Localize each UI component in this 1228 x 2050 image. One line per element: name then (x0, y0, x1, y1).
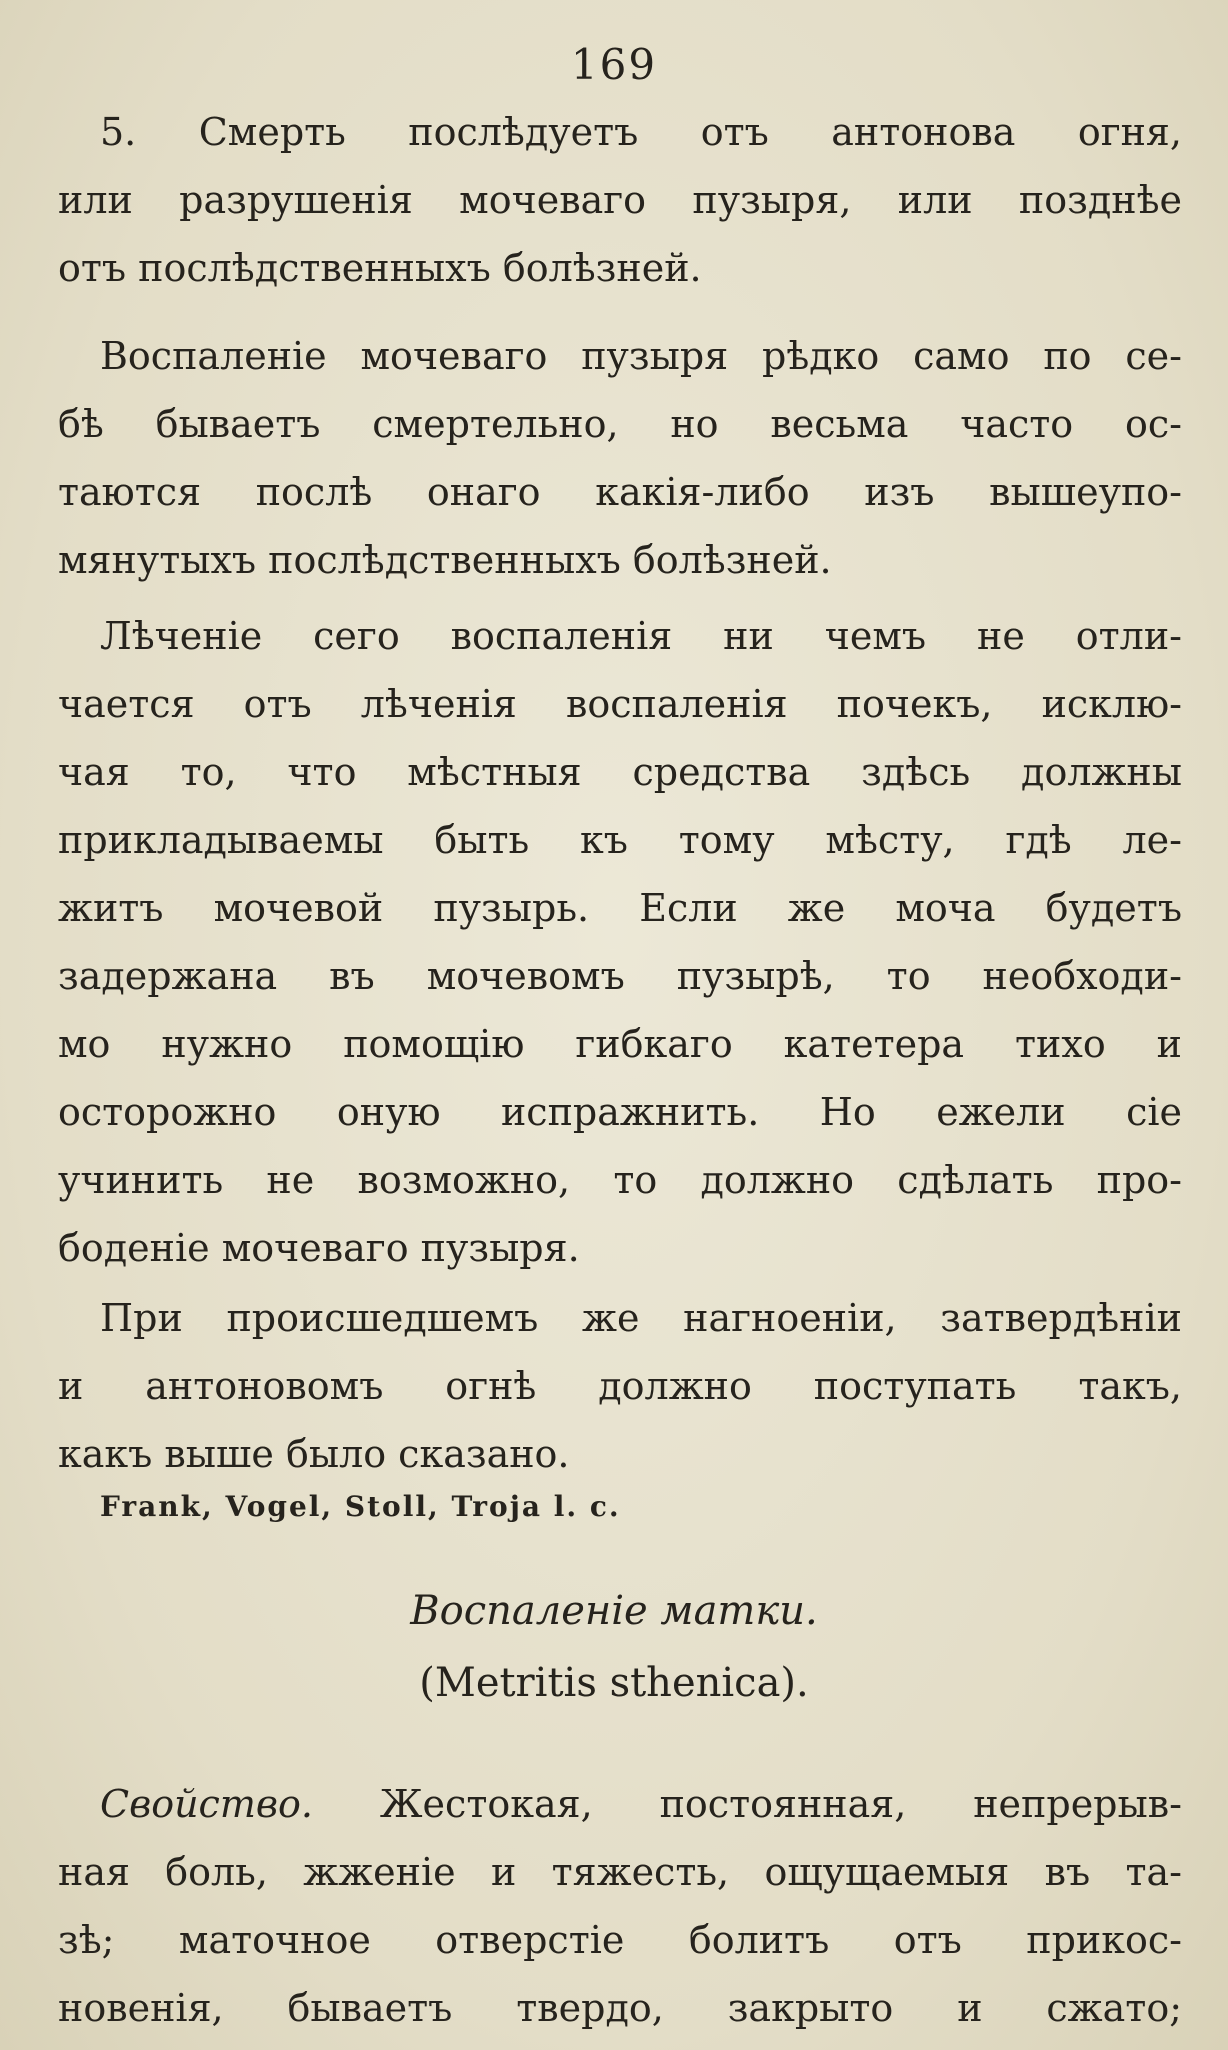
text-line (58, 1770, 1182, 1838)
text-line: какъ выше было сказано. (58, 1432, 570, 1476)
paragraph-2 (58, 322, 1182, 594)
text-line: Воспаленіе мочеваго пузыря рѣдко само по се- (100, 334, 1182, 378)
text-line: задержана въ мочевомъ пузырѣ, то необходи- (58, 954, 1182, 998)
page-number: 169 (570, 40, 658, 89)
text-line: При происшедшемъ же нагноеніи, затвердѣніи (100, 1296, 1182, 1340)
lead-term: Свойство. (100, 1782, 313, 1826)
section-title: Воспаленіе матки. (410, 1588, 818, 1634)
paragraph-5 (58, 1770, 1182, 2042)
text-line: таются послѣ онаго какія-либо изъ вышеупо- (58, 470, 1182, 514)
text-line: учинить не возможно, то должно сдѣлать про- (58, 1158, 1182, 1202)
text-line: и антоновомъ огнѣ должно поступать такъ, (58, 1364, 1182, 1408)
text-line: или разрушенія мочеваго пузыря, или позднѣе (58, 178, 1182, 222)
text-line: 5. Смерть послѣдуетъ отъ антонова огня, (100, 110, 1182, 154)
text-line: ная боль, жженіе и тяжесть, ощущаемыя въ та- (58, 1850, 1182, 1894)
text-line: чается отъ лѣченія воспаленія почекъ, исклю- (58, 682, 1182, 726)
paragraph-1 (58, 98, 1182, 302)
text-line: прикладываемы быть къ тому мѣсту, гдѣ ле- (58, 818, 1182, 862)
text-line: чая то, что мѣстныя средства здѣсь должны (58, 750, 1182, 794)
text-line: бѣ бываетъ смертельно, но весьма часто ос- (58, 402, 1182, 446)
paragraph-4 (58, 1284, 1182, 1488)
text-line: зѣ; маточное отверстіе болитъ отъ прикос- (58, 1918, 1182, 1962)
lead-line-text: Жестокая, постоянная, непрерыв- (379, 1782, 1182, 1826)
text-line: житъ мочевой пузырь. Если же моча будетъ (58, 886, 1182, 930)
paragraph-3 (58, 602, 1182, 1282)
text-line: новенія, бываетъ твердо, закрыто и сжато; (58, 1986, 1182, 2030)
section-subtitle: (Metritis sthenica). (419, 1660, 809, 1706)
text-line: мянутыхъ послѣдственныхъ болѣзней. (58, 538, 832, 582)
text-line: отъ послѣдственныхъ болѣзней. (58, 246, 702, 290)
text-line: мо нужно помощію гибкаго катетера тихо и (58, 1022, 1182, 1066)
text-line: осторожно оную испражнить. Но ежели сіе (58, 1090, 1182, 1134)
references: Frank, Vogel, Stoll, Troja l. c. (100, 1490, 621, 1523)
text-line: боденіе мочеваго пузыря. (58, 1226, 580, 1270)
text-line: Лѣченіе сего воспаленія ни чемъ не отли- (100, 614, 1182, 658)
